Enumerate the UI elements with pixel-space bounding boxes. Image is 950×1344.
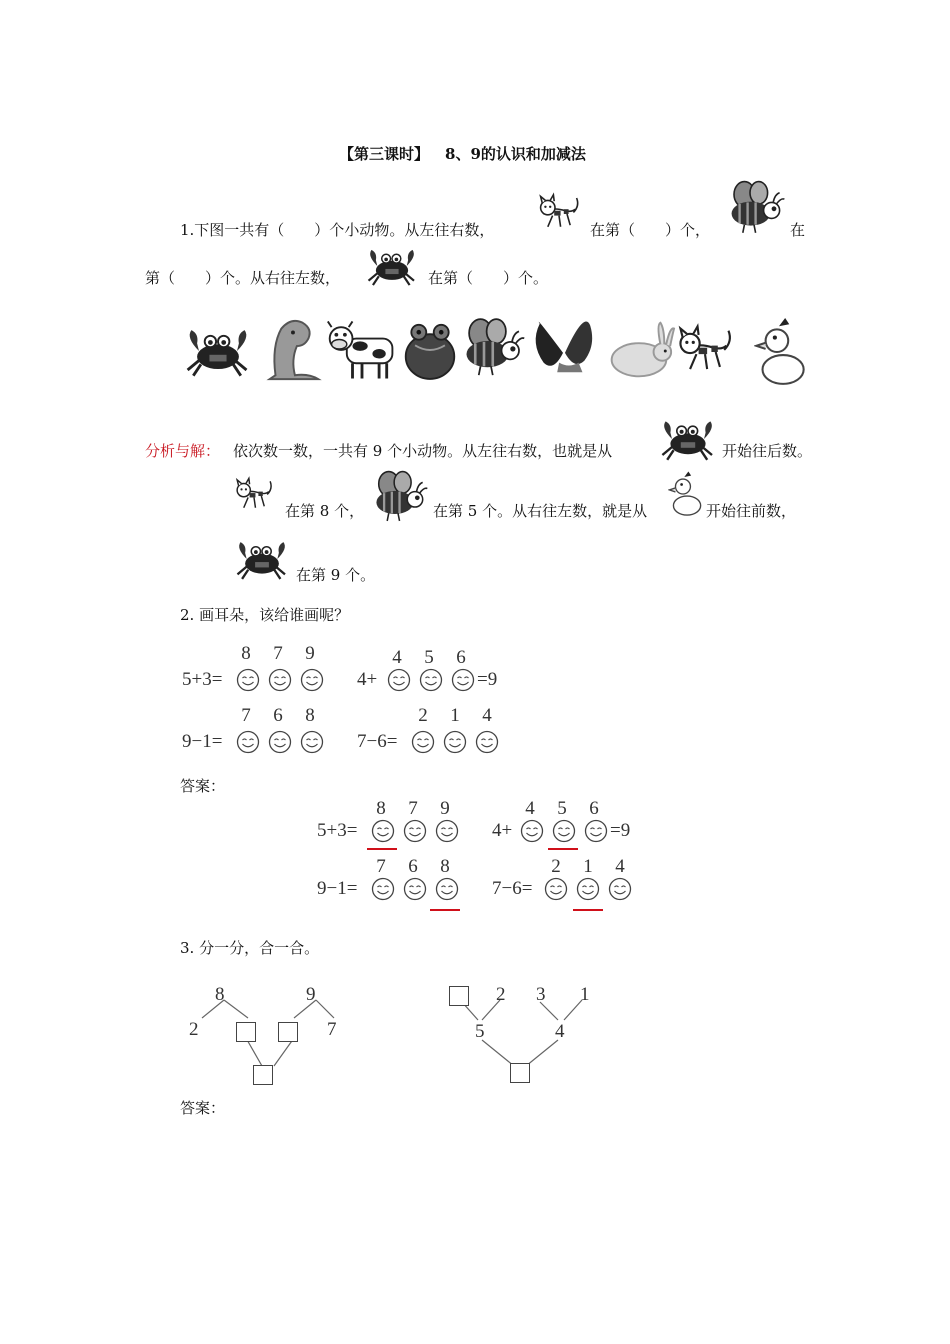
q2-answer <box>490 795 650 851</box>
bee-icon <box>456 316 526 380</box>
smiley-face-icon <box>520 819 544 843</box>
cat-icon <box>535 190 583 238</box>
smiley-face-icon <box>403 819 427 843</box>
animal-row <box>180 308 820 388</box>
candidate-number: 6 <box>408 856 418 877</box>
q3-title: 3. 分一分，合一合。 <box>180 939 320 957</box>
equation-expr: 9−1= <box>182 731 223 752</box>
tree-number: 1 <box>580 984 590 1005</box>
q2-answer <box>315 853 475 913</box>
smiley-face-icon <box>451 668 475 692</box>
lesson-label: 【第三课时】 <box>339 145 430 163</box>
candidate-number: 6 <box>456 647 466 668</box>
answer-box[interactable] <box>278 1022 298 1042</box>
tree-number: 8 <box>215 984 225 1005</box>
candidate-number: 1 <box>583 856 593 877</box>
smiley-face-icon <box>576 877 600 901</box>
candidate-number: 4 <box>392 647 402 668</box>
candidate-number: 9 <box>440 798 450 819</box>
bee-icon <box>364 470 432 524</box>
crab-icon <box>180 322 256 380</box>
candidate-number: 7 <box>273 643 283 664</box>
candidate-number: 6 <box>273 705 283 726</box>
q1-line1-b: 在第（ ）个， <box>590 221 711 239</box>
smiley-face-icon <box>419 668 443 692</box>
tree-number: 2 <box>189 1019 199 1040</box>
answer-underline <box>548 848 578 850</box>
q1-line1-c: 在 <box>790 221 806 239</box>
answer-box[interactable] <box>236 1022 256 1042</box>
equation-expr: 4+ <box>492 820 513 841</box>
equation-suffix: =9 <box>610 820 631 841</box>
q2-problem <box>355 702 515 758</box>
tree-number: 9 <box>306 984 316 1005</box>
equation-expr: 9−1= <box>317 878 358 899</box>
tree-number: 3 <box>536 984 546 1005</box>
smiley-face-icon <box>443 730 467 754</box>
answer-box[interactable] <box>253 1065 273 1085</box>
candidate-number: 4 <box>615 856 625 877</box>
candidate-number: 7 <box>408 798 418 819</box>
smiley-face-icon <box>435 877 459 901</box>
smiley-face-icon <box>371 877 395 901</box>
candidate-number: 1 <box>450 705 460 726</box>
q1-line1-a: 1.下图一共有（ ）个小动物。从左往右数， <box>180 221 495 239</box>
candidate-number: 7 <box>241 705 251 726</box>
seal-icon <box>258 314 326 384</box>
smiley-face-icon <box>268 668 292 692</box>
answer-box[interactable] <box>510 1063 530 1083</box>
page-title <box>339 144 586 164</box>
rabbit-icon <box>598 320 676 380</box>
smiley-face-icon <box>475 730 499 754</box>
smiley-face-icon <box>236 730 260 754</box>
duck-icon <box>754 316 806 388</box>
answer-underline <box>573 909 603 911</box>
duck-icon <box>668 470 702 518</box>
smiley-face-icon <box>371 819 395 843</box>
candidate-number: 9 <box>305 643 315 664</box>
smiley-face-icon <box>387 668 411 692</box>
smiley-face-icon <box>584 819 608 843</box>
smiley-face-icon <box>544 877 568 901</box>
crab-icon <box>360 244 424 288</box>
answer-box[interactable] <box>449 986 469 1006</box>
cat-icon <box>230 474 278 518</box>
candidate-number: 7 <box>376 856 386 877</box>
q1-line2-a: 第（ ）个。从右往左数， <box>145 269 341 287</box>
smiley-face-icon <box>552 819 576 843</box>
analysis-line1-a: 依次数一数，一共有 9 个小动物。从左往右数，也就是从 <box>233 442 613 460</box>
candidate-number: 4 <box>482 705 492 726</box>
tree-number: 4 <box>555 1021 565 1042</box>
q1-line2-b: 在第（ ）个。 <box>428 269 549 287</box>
cow-icon <box>324 314 400 384</box>
analysis-label: 分析与解： <box>145 442 221 460</box>
q2-problem <box>355 640 515 696</box>
candidate-number: 8 <box>241 643 251 664</box>
smiley-face-icon <box>236 668 260 692</box>
candidate-number: 8 <box>376 798 386 819</box>
candidate-number: 5 <box>557 798 567 819</box>
analysis-line3: 在第 9 个。 <box>296 566 376 584</box>
smiley-face-icon <box>435 819 459 843</box>
smiley-face-icon <box>300 668 324 692</box>
frog-icon <box>402 316 458 384</box>
tree-number: 2 <box>496 984 506 1005</box>
bee-icon <box>722 180 786 236</box>
answer-underline <box>367 848 397 850</box>
lesson-topic: 8、9的认识和加减法 <box>445 145 586 163</box>
answer-underline <box>430 909 460 911</box>
q2-answer <box>490 853 650 913</box>
candidate-number: 2 <box>418 705 428 726</box>
cat-icon <box>672 320 738 384</box>
q2-problem <box>180 640 340 696</box>
smiley-face-icon <box>411 730 435 754</box>
tree-number: 7 <box>327 1019 337 1040</box>
tree-number: 5 <box>475 1021 485 1042</box>
analysis-line1-b: 开始往后数。 <box>722 442 813 460</box>
candidate-number: 6 <box>589 798 599 819</box>
smiley-face-icon <box>268 730 292 754</box>
equation-suffix: =9 <box>477 669 498 690</box>
candidate-number: 2 <box>551 856 561 877</box>
q2-title: 2. 画耳朵，该给谁画呢？ <box>180 606 350 624</box>
equation-expr: 7−6= <box>492 878 533 899</box>
q3-answer-label: 答案： <box>180 1099 226 1117</box>
equation-expr: 5+3= <box>317 820 358 841</box>
candidate-number: 4 <box>525 798 535 819</box>
crab-icon <box>230 536 294 582</box>
q2-answer <box>315 795 475 851</box>
candidate-number: 5 <box>424 647 434 668</box>
smiley-face-icon <box>608 877 632 901</box>
equation-expr: 7−6= <box>357 731 398 752</box>
equation-expr: 4+ <box>357 669 378 690</box>
butterfly-icon <box>530 312 598 384</box>
crab-icon <box>655 415 721 463</box>
candidate-number: 8 <box>440 856 450 877</box>
analysis-line2-b: 在第 5 个。从右往左数，就是从 <box>433 502 648 520</box>
q2-problem <box>180 702 340 758</box>
candidate-number: 8 <box>305 705 315 726</box>
smiley-face-icon <box>403 877 427 901</box>
analysis-line2-c: 开始往前数， <box>706 502 797 520</box>
equation-expr: 5+3= <box>182 669 223 690</box>
q2-answer-label: 答案： <box>180 777 226 795</box>
smiley-face-icon <box>300 730 324 754</box>
analysis-line2-a: 在第 8 个， <box>285 502 365 520</box>
